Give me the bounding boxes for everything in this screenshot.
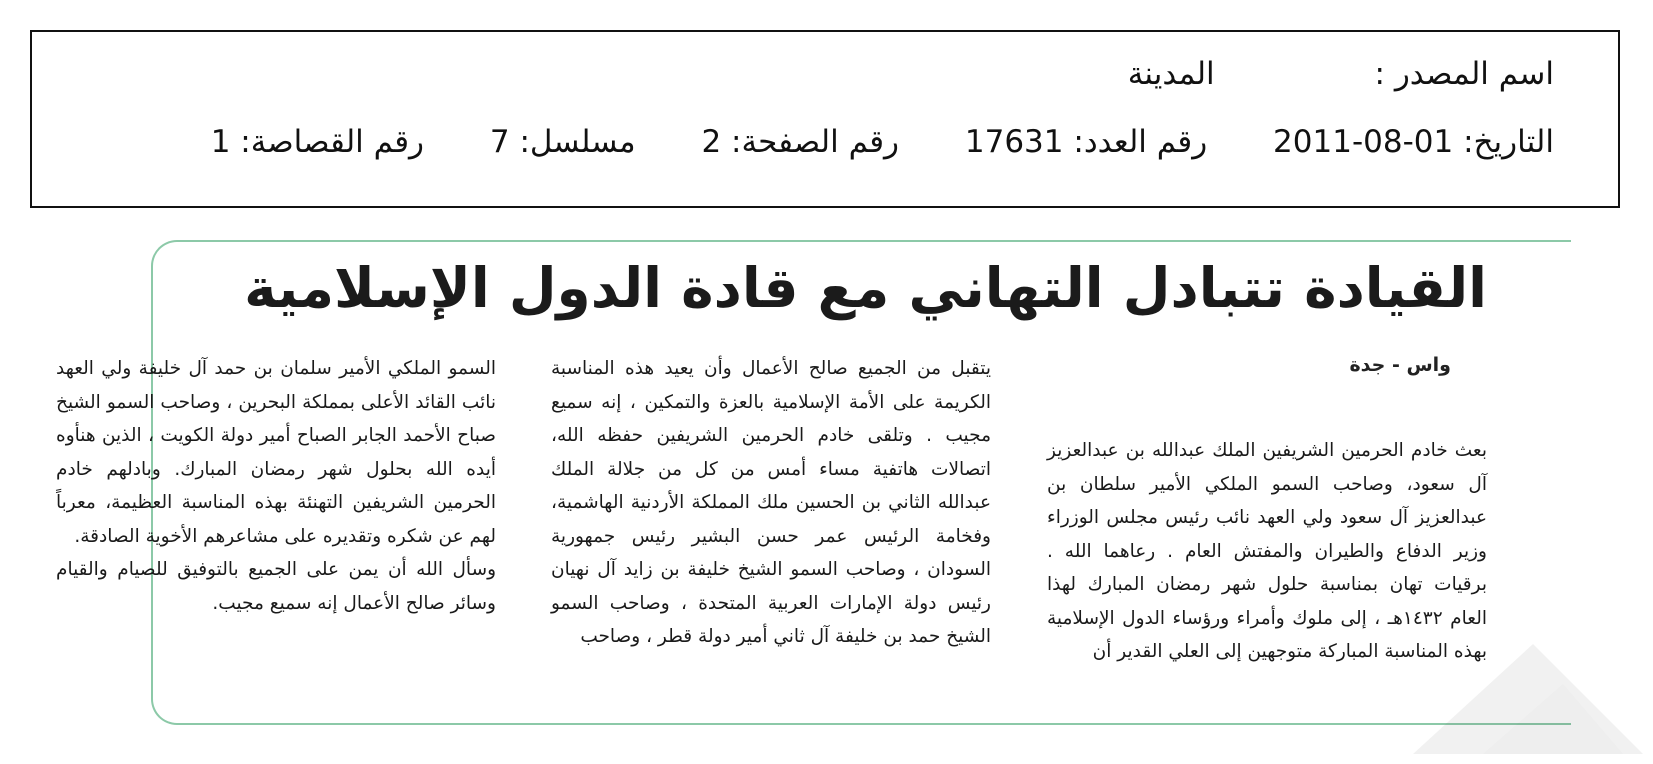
issue-group <box>965 124 1207 160</box>
serial-value: 7 <box>489 124 510 160</box>
page-value: 2 <box>701 124 722 160</box>
watermark-graphic <box>1393 604 1653 764</box>
issue-value: 17631 <box>964 124 1064 160</box>
article-column-3 <box>56 352 496 620</box>
serial-group <box>490 124 636 160</box>
clip-value: 1 <box>210 124 231 160</box>
source-label: اسم المصدر : <box>1374 56 1554 92</box>
page-group <box>701 124 899 160</box>
article-headline: القيادة تتبادل التهاني مع قادة الدول الإسلامية <box>244 256 1487 320</box>
serial-label: مسلسل: <box>519 124 636 160</box>
column-3-paragraph-1: السمو الملكي الأمير سلمان بن حمد آل خليفة ولي العهد نائب القائد الأعلى بمملكة البحرين ، وصاحب السمو الشيخ صباح الأحمد الجابر الصباح أمير دولة الكويت ، الذين هنأوه أيده الله بحلول شهر رمضان المبارك. وبادلهم خادم الحرمين الشريفين التهنئة بهذه المناسبة العظيمة، معرباً لهم عن شكره وتقديره على مشاعرهم الأخوية الصادقة. <box>56 358 496 547</box>
details-row <box>211 124 1554 160</box>
column-3-paragraph-2: وسأل الله أن يمن على الجميع بالتوفيق للصيام والقيام وسائر صالح الأعمال إنه سميع مجيب. <box>56 559 496 614</box>
article-byline: واس - جدة <box>1349 354 1451 376</box>
clip-group <box>211 124 424 160</box>
article-column-2 <box>551 352 991 654</box>
source-value: المدينة <box>1127 56 1215 92</box>
column-1-text: بعث خادم الحرمين الشريفين الملك عبدالله بن عبدالعزيز آل سعود، وصاحب السمو الملكي الأمير سلطان بن عبدالعزيز آل سعود ولي العهد نائب رئيس مجلس الوزراء وزير الدفاع والطيران والمفتش العام . رعاهما الله . برقيات تهان بمناسبة حلول شهر رمضان المبارك لهذا العام ١٤٣٢هـ ، إلى ملوك وأمراء ورؤساء الدول الإسلامية بهذه المناسبة المباركة متوجهين إلى العلي القدير أن <box>1047 440 1487 662</box>
date-value: 2011-08-01 <box>1273 124 1454 160</box>
source-row <box>1128 56 1554 92</box>
date-label: التاريخ: <box>1463 124 1554 160</box>
date-group <box>1273 124 1554 160</box>
page-label: رقم الصفحة: <box>731 124 900 160</box>
column-2-text: يتقبل من الجميع صالح الأعمال وأن يعيد هذه المناسبة الكريمة على الأمة الإسلامية بالعزة والتمكين ، إنه سميع مجيب . وتلقى خادم الحرمين الشريفين حفظه الله، اتصالات هاتفية مساء أمس من كل من جلالة الملك عبدالله الثاني بن الحسين ملك المملكة الأردنية الهاشمية، وفخامة الرئيس عمر حسن البشير رئيس جمهورية السودان ، وصاحب السمو الشيخ خليفة بن زايد آل نهيان رئيس دولة الإمارات العربية المتحدة ، وصاحب السمو الشيخ حمد بن خليفة آل ثاني أمير دولة قطر ، وصاحب <box>551 358 991 647</box>
clip-label: رقم القصاصة: <box>240 124 425 160</box>
clipping-metadata-box <box>30 30 1620 208</box>
article-clipping <box>56 240 1571 725</box>
issue-label: رقم العدد: <box>1073 124 1208 160</box>
